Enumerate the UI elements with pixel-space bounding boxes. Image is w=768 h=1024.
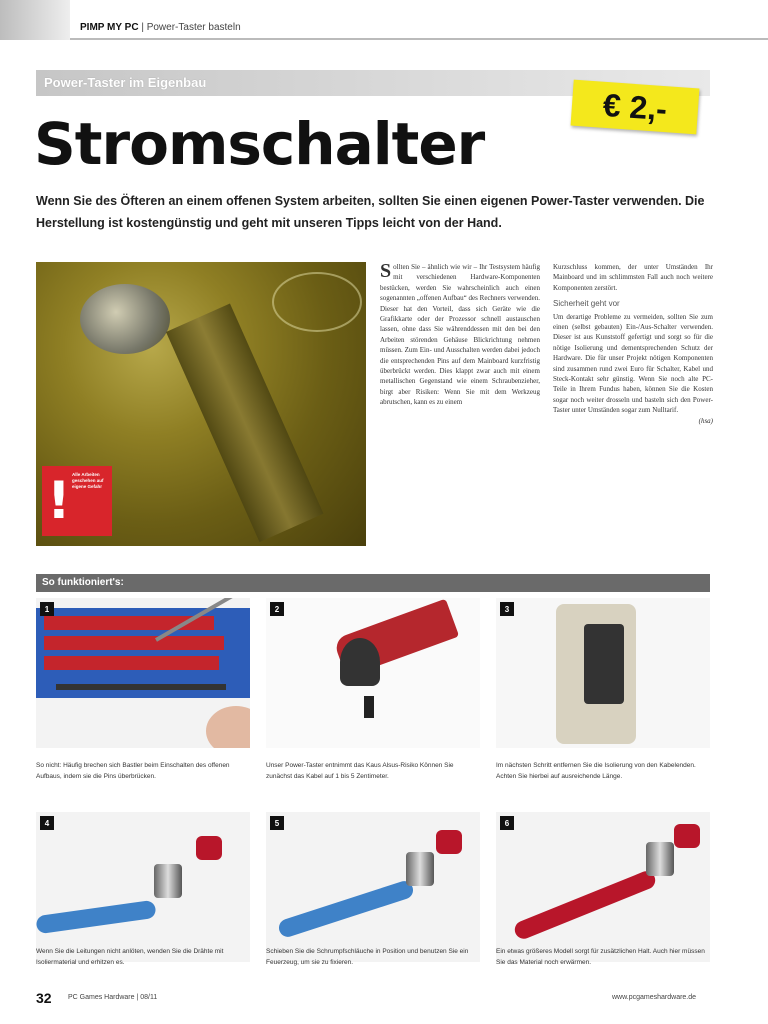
step-caption-1: So nicht: Häufig brechen sich Bastler beim Einschalten des offenen Aufbaus, indem sie die Pins überbrücken. — [36, 762, 230, 780]
header-topic: Power-Taster basteln — [146, 22, 241, 33]
step-number-6: 6 — [500, 816, 514, 830]
step-caption-5: Schieben Sie die Schrumpfschläuche in Position und benutzen Sie ein Feuerzeug, um sie zu fixieren. — [266, 948, 469, 966]
plier-head-illustration — [340, 638, 380, 686]
step-photo-5 — [266, 812, 480, 962]
step-caption-6: Ein etwas größeres Modell sorgt für zusätzlichen Halt. Auch hier müssen Sie das Material noch erwärmen. — [496, 948, 705, 966]
step-number-5: 5 — [270, 816, 284, 830]
body-text-2a: Kurzschluss kommen, der unter Umständen Ihr Mainboard und im schlimmsten Fall auch noch weitere Komponenten zerstört. — [553, 263, 713, 292]
running-header — [80, 22, 241, 33]
body-column-1 — [380, 262, 540, 408]
step-caption-4: Wenn Sie die Leitungen nicht anlöten, wenden Sie die Drähte mit Isoliermaterial und erhitzen es. — [36, 948, 224, 966]
blue-cable-illustration — [36, 900, 157, 935]
blue-cable-illustration — [277, 879, 416, 939]
red-sleeve-illustration — [512, 869, 658, 942]
warning-text: Alle Arbeiten geschehen auf eigene Gefahr — [72, 472, 104, 489]
page-number: 32 — [36, 990, 52, 1006]
switch-housing-illustration — [556, 604, 636, 744]
magazine-issue: PC Games Hardware | 08/11 — [68, 994, 158, 1001]
body-text-1: ollten Sie – ähnlich wie wir – Ihr Testsystem häufig mit verschiedenen Hardware-Komponenten bestücken, werden Sie wahrscheinlich auch einen sogenannten „offenen Aufbau“ des Rechners verwenden. Dieser hat den Vorteil, dass sich Geräte wie die Grafikkarte oder der Prozessor schnell austauschen lassen, ohne dass Sie währenddessen mit den bei den Arbeiten störenden Gehäuse Blickrichtung nehmen müssen. Zum Ein- und Ausschalten werden dabei jedoch die entsprechenden Pins auf dem Mainboard kurzfristig überbrückt werden. Dies klappt zwar auch mit einem metallischen Gegenstand wie einem Schraubenzieher, birgt aber Risiken: Wenn Sie mit dem Werkzeug abrutschen, kann es zu einem — [380, 263, 540, 407]
header-tab-decoration — [0, 0, 70, 40]
wire-illustration — [364, 696, 374, 718]
switch-illustration — [646, 842, 674, 876]
header-separator: | — [138, 22, 147, 33]
switch-illustration — [154, 864, 182, 898]
switch-illustration — [406, 852, 434, 886]
red-button-illustration — [196, 836, 222, 860]
step-number-4: 4 — [40, 816, 54, 830]
header-section: PIMP MY PC — [80, 22, 139, 33]
step-number-3: 3 — [500, 602, 514, 616]
body-subhead: Sicherheit geht vor — [553, 299, 620, 309]
price-sticker — [571, 80, 700, 135]
kicker-text: Power-Taster im Eigenbau — [44, 75, 207, 90]
website-url: www.pcgameshardware.de — [612, 994, 697, 1001]
step-photo-4 — [36, 812, 250, 962]
warning-exclamation-icon: ! — [47, 471, 71, 531]
photo-dome-outline — [272, 272, 362, 332]
red-button-illustration — [436, 830, 462, 854]
pin-header — [56, 684, 226, 690]
step-photo-3 — [496, 598, 710, 748]
dropcap: S — [380, 260, 392, 282]
step-photo-6 — [496, 812, 710, 962]
body-text-2b: Um derartige Probleme zu vermeiden, sollten Sie zum einen (selbst gebauten) Ein-/Aus-Schalter verwenden. Dieser ist aus Kunststoff gefertigt und sorgt so für die nötige Isolierung und dementsprechenden Schutz der Hardware. Die für unser Projekt nötigen Komponenten sind zusammen rund zwei Euro für Schalter, Kabel und Steck-Kontakt sehr günstig. Wenn Sie noch alte PC-Teile in Ihrem Fundus haben, können Sie die Kosten sogar noch weiter drosseln und basteln sich den Power-Taster unter Umständen sogar zum Nulltarif. — [553, 312, 713, 415]
article-lead: Wenn Sie des Öfteren an einem offenen System arbeiten, sollten Sie einen eigenen Power-Taster verwenden. Die Herstellung ist kostengünstig und geht mit unseren Tipps leicht von der Hand. — [36, 194, 705, 230]
red-button-illustration — [674, 824, 700, 848]
photo-dome — [80, 284, 170, 354]
header-rule — [70, 38, 768, 40]
article-title: Stromschalter — [34, 110, 485, 178]
step-photo-1 — [36, 598, 250, 748]
step-number-2: 2 — [270, 602, 284, 616]
step-photo-2 — [266, 598, 480, 748]
howto-bar — [36, 574, 710, 592]
warning-box — [42, 466, 112, 536]
step-caption-3: Im nächsten Schritt entfernen Sie die Isolierung von den Kabelenden. Achten Sie hierbei auf ausreichende Länge. — [496, 762, 696, 780]
author-signature: (hsa) — [698, 416, 713, 425]
finger-illustration — [206, 706, 250, 748]
body-column-2 — [553, 262, 713, 426]
howto-title: So funktioniert's: — [42, 577, 124, 588]
step-number-1: 1 — [40, 602, 54, 616]
step-caption-2: Unser Power-Taster entnimmt das Kaus Alsus-Risiko Können Sie zunächst das Kabel auf 1 bis 5 Zentimeter. — [266, 762, 454, 780]
photo-stick — [166, 304, 323, 543]
price-text: € 2,- — [601, 86, 669, 127]
